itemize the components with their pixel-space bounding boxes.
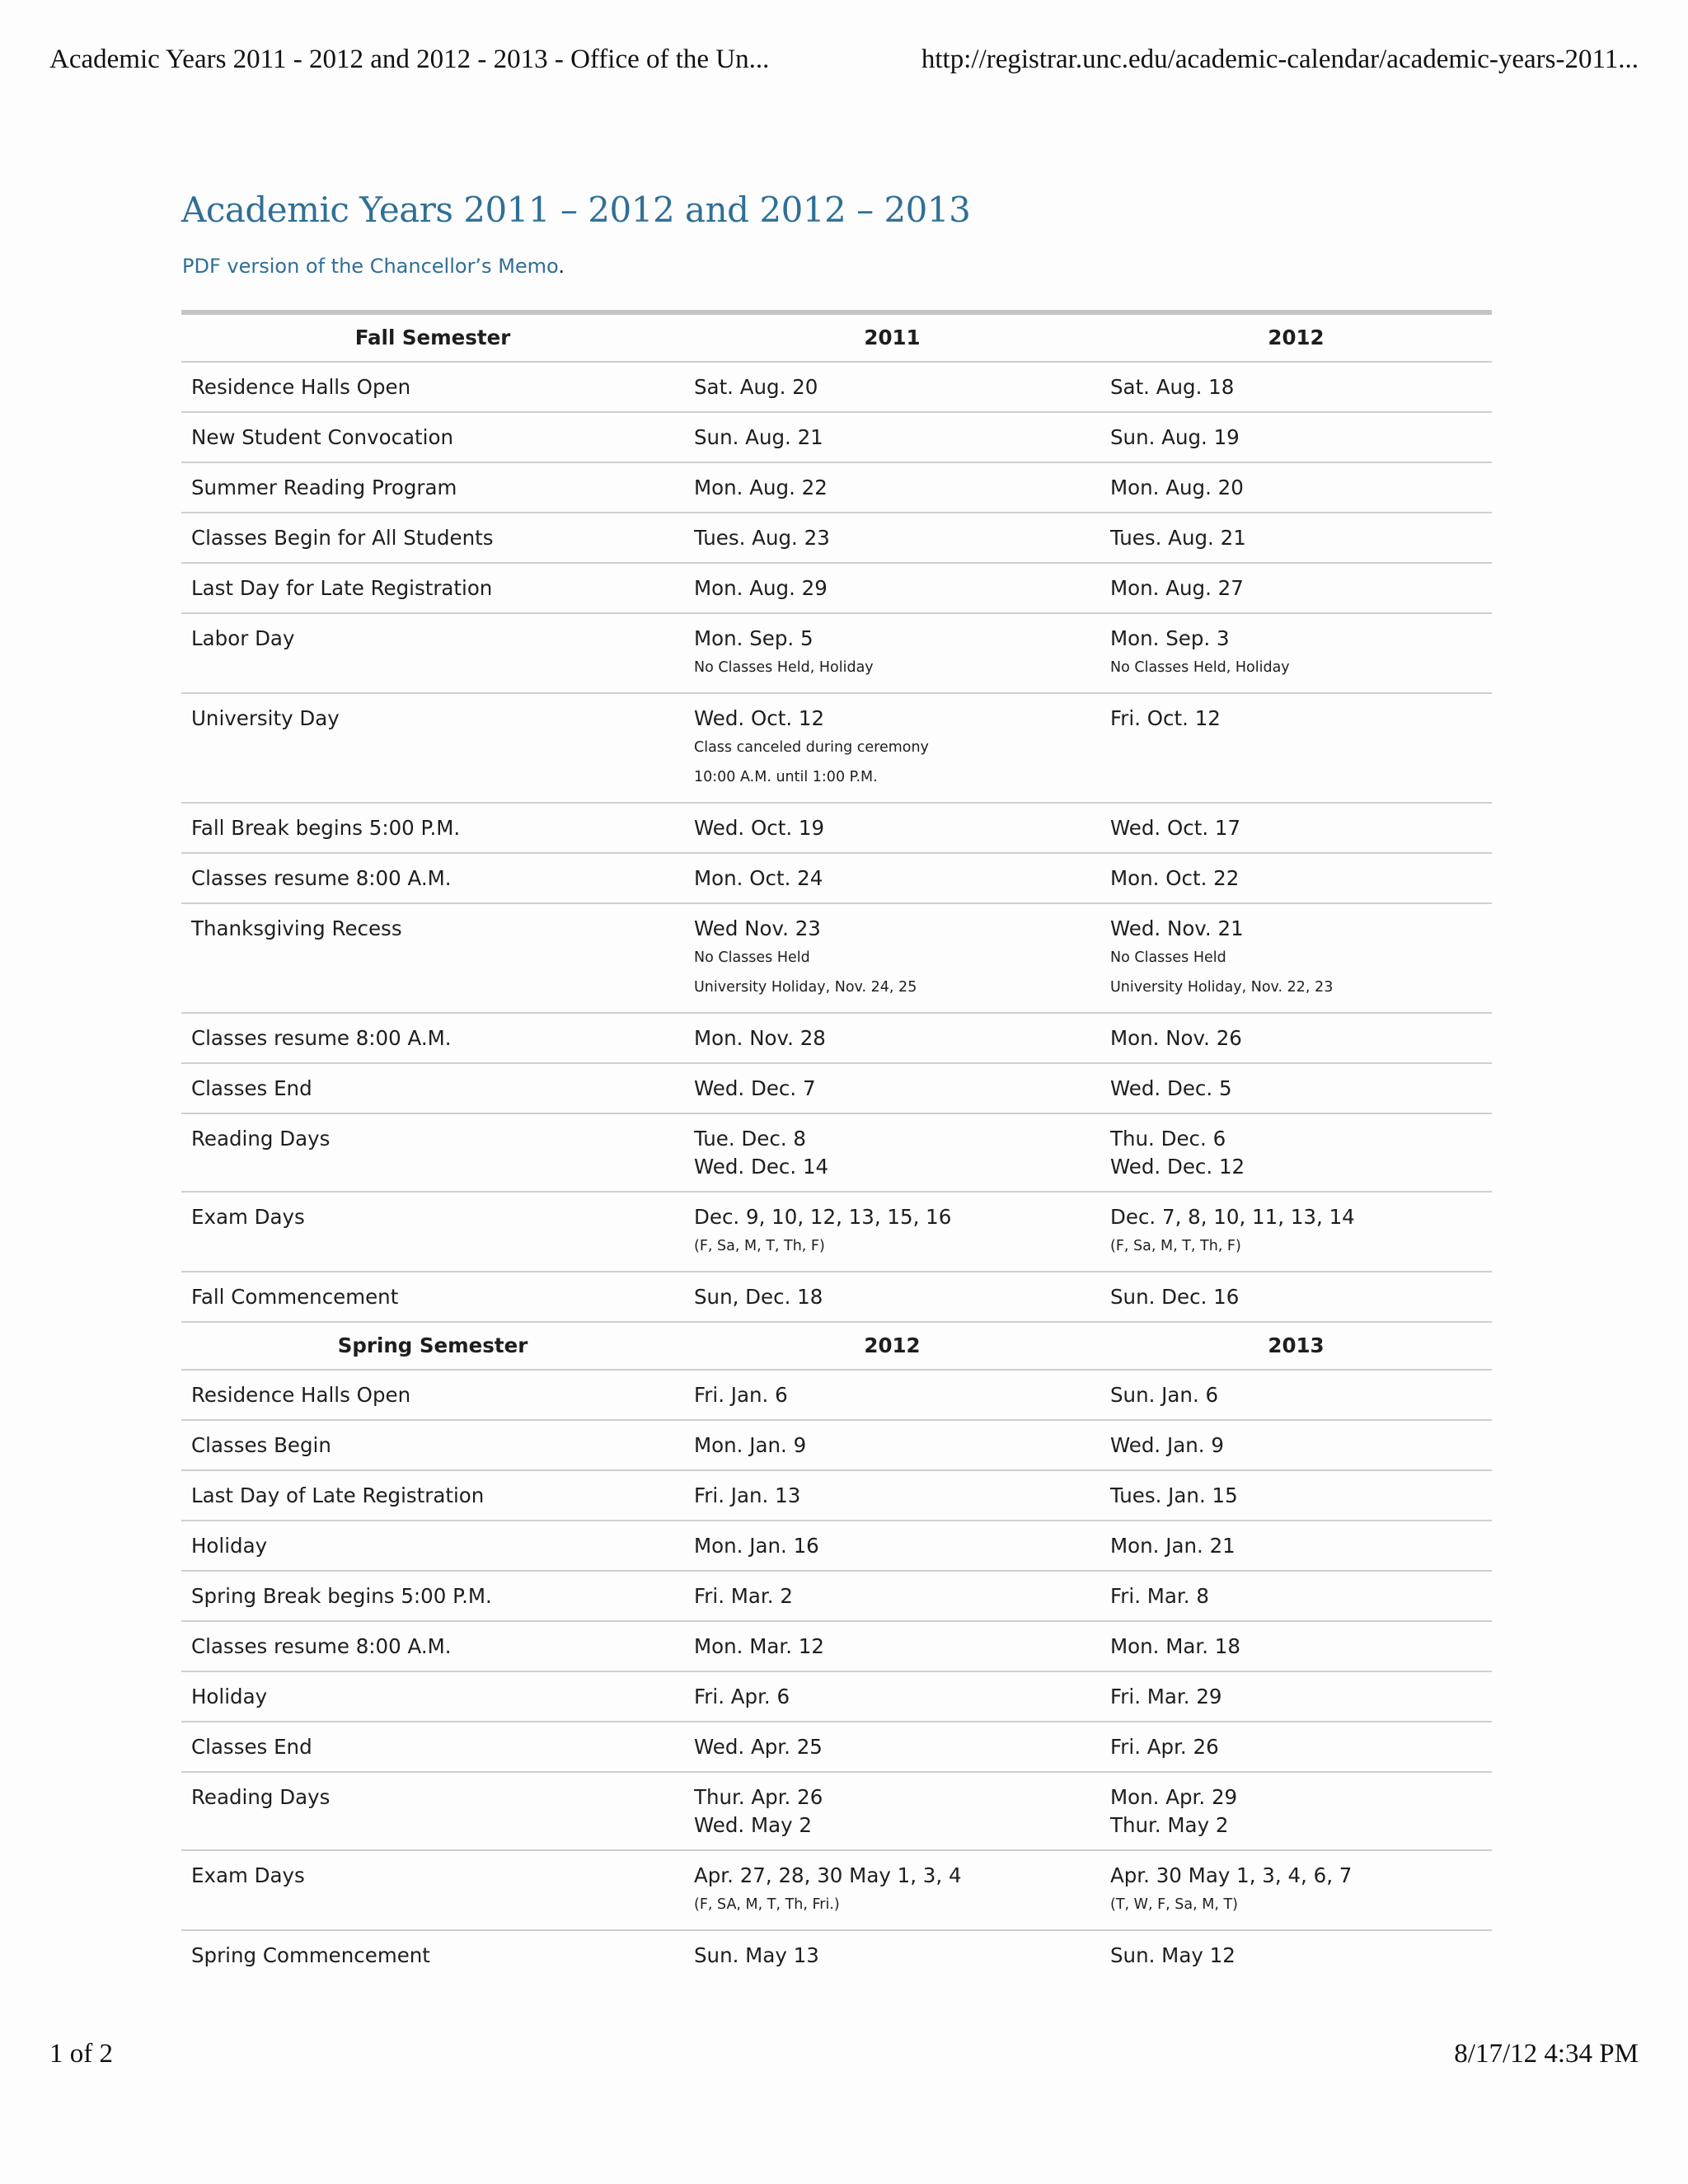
first-year-date-note: (F, Sa, M, T, Th, F) [694,1238,825,1254]
event-name: Holiday [181,1521,684,1571]
second-year-date [1100,1521,1492,1571]
first-year-date-text: Wed. Dec. 7 [694,1076,816,1100]
first-year-date [684,1370,1100,1420]
second-year-date-text: Wed. Oct. 17 [1110,816,1241,840]
first-year-date [684,1063,1100,1113]
table-row [181,1850,1492,1930]
first-year-date-second-date: Wed. May 2 [694,1813,813,1837]
first-year-date [684,613,1100,693]
first-year-date [684,1272,1100,1322]
event-name: Classes Begin for All Students [181,513,684,563]
second-year-date-text: Mon. Oct. 22 [1110,866,1240,890]
table-row [181,563,1492,613]
event-name: Classes End [181,1063,684,1113]
first-year-date-text: Wed Nov. 23 [694,916,821,940]
event-name: Last Day of Late Registration [181,1470,684,1521]
event-name: Exam Days [181,1850,684,1930]
event-name: Fall Commencement [181,1272,684,1322]
second-year-date [1100,613,1492,693]
event-name: Classes End [181,1722,684,1772]
event-name: New Student Convocation [181,412,684,462]
event-name: Classes resume 8:00 A.M. [181,1013,684,1063]
first-year-date-text: Tue. Dec. 8 [694,1127,806,1151]
second-year-date [1100,412,1492,462]
second-year-date-text: Tues. Aug. 21 [1110,526,1246,550]
first-year-date-note: Class canceled during ceremony [694,739,929,756]
second-year-date [1100,693,1492,803]
table-row [181,1621,1492,1671]
first-year-date [684,1192,1100,1272]
table-row [181,903,1492,1013]
first-year-date-text: Tues. Aug. 23 [694,526,830,550]
second-year-date [1100,1621,1492,1671]
second-year-date-second-date: Thur. May 2 [1110,1813,1229,1837]
first-year-date [684,412,1100,462]
second-year-date [1100,1192,1492,1272]
first-year-date [684,1420,1100,1470]
first-year-date [684,1850,1100,1930]
print-footer-page: 1 of 2 [49,2039,113,2069]
first-year-date-text: Sun. May 13 [694,1943,819,1967]
second-year-date-text: Sat. Aug. 18 [1110,375,1235,399]
first-year-date [684,1621,1100,1671]
table-row [181,1063,1492,1113]
second-year-date [1100,362,1492,412]
event-name: Summer Reading Program [181,462,684,513]
second-year-date [1100,1772,1492,1850]
second-year-date-text: Mon. Jan. 21 [1110,1534,1236,1558]
first-year-date [684,1113,1100,1192]
second-year-date [1100,1850,1492,1930]
second-year-date-text: Thu. Dec. 6 [1110,1127,1226,1151]
second-year-date-text: Wed. Jan. 9 [1110,1433,1224,1457]
first-year-date-note: 10:00 A.M. until 1:00 P.M. [694,769,878,785]
event-name: Residence Halls Open [181,362,684,412]
second-year-date-note: University Holiday, Nov. 22, 23 [1110,979,1334,996]
first-year-date-note: University Holiday, Nov. 24, 25 [694,979,917,996]
second-year-date [1100,1113,1492,1192]
first-year-date-text: Mon. Mar. 12 [694,1634,824,1658]
second-year-date [1100,1370,1492,1420]
first-year-date-text: Sun. Aug. 21 [694,425,823,449]
first-year-date-note: No Classes Held, Holiday [694,659,874,676]
second-year-date-text: Apr. 30 May 1, 3, 4, 6, 7 [1110,1863,1353,1887]
first-year-date [684,1470,1100,1521]
first-year-date [684,563,1100,613]
second-year-date [1100,1013,1492,1063]
second-year-date-note: (T, W, F, Sa, M, T) [1110,1896,1238,1913]
event-name: Residence Halls Open [181,1370,684,1420]
table-row [181,513,1492,563]
first-year-date-text: Mon. Aug. 22 [694,476,828,499]
second-year-date-note: (F, Sa, M, T, Th, F) [1110,1238,1241,1254]
first-year-date [684,853,1100,903]
table-row [181,693,1492,803]
table-row [181,1192,1492,1272]
first-year-date-text: Mon. Sep. 5 [694,626,814,650]
second-year-date [1100,1272,1492,1322]
second-year-date-text: Mon. Mar. 18 [1110,1634,1240,1658]
first-year-date [684,1671,1100,1722]
first-year-date-text: Fri. Mar. 2 [694,1584,793,1608]
second-year-date [1100,1722,1492,1772]
second-year-date-text: Sun. May 12 [1110,1943,1236,1967]
first-year-date-text: Mon. Jan. 9 [694,1433,807,1457]
second-year-date-text: Wed. Nov. 21 [1110,916,1244,940]
table-row [181,412,1492,462]
first-year-date-text: Fri. Jan. 13 [694,1483,801,1507]
table-row [181,1113,1492,1192]
event-name: Fall Break begins 5:00 P.M. [181,803,684,853]
second-year-date [1100,1470,1492,1521]
first-year-date-text: Mon. Aug. 29 [694,576,828,600]
first-year-date [684,1521,1100,1571]
table-row [181,853,1492,903]
second-year-date [1100,1063,1492,1113]
second-year-date [1100,462,1492,513]
print-header-title: Academic Years 2011 - 2012 and 2012 - 2013 - Office of the Un... [49,45,770,74]
second-year-date [1100,1671,1492,1722]
table-row [181,462,1492,513]
event-name: Classes resume 8:00 A.M. [181,853,684,903]
second-year-date-note: No Classes Held [1110,949,1226,966]
event-name: Last Day for Late Registration [181,563,684,613]
first-year-date-text: Mon. Jan. 16 [694,1534,819,1558]
event-name: Holiday [181,1671,684,1722]
second-year-date-text: Sun. Jan. 6 [1110,1383,1219,1407]
table-row [181,613,1492,693]
first-year-date [684,1772,1100,1850]
second-year-date [1100,1420,1492,1470]
first-year-date [684,513,1100,563]
first-year-date-text: Apr. 27, 28, 30 May 1, 3, 4 [694,1863,962,1887]
first-year-date [684,1722,1100,1772]
first-year-date [684,362,1100,412]
fall-year-heading: 2012 [1100,312,1492,362]
memo-line [182,255,565,278]
second-year-date-text: Fri. Apr. 26 [1110,1735,1219,1759]
table-row [181,1420,1492,1470]
table-row [181,1722,1492,1772]
second-year-date-text: Fri. Mar. 8 [1110,1584,1209,1608]
second-year-date-second-date: Wed. Dec. 12 [1110,1155,1245,1179]
table-row [181,1571,1492,1621]
academic-calendar-table [181,310,1492,1980]
first-year-date [684,803,1100,853]
second-year-date [1100,803,1492,853]
table-row [181,1930,1492,1980]
second-year-date [1100,513,1492,563]
event-name: Exam Days [181,1192,684,1272]
second-year-date-text: Mon. Apr. 29 [1110,1785,1238,1809]
event-name: Reading Days [181,1772,684,1850]
first-year-date-text: Mon. Nov. 28 [694,1026,826,1050]
first-year-date-text: Fri. Jan. 6 [694,1383,788,1407]
event-name: Thanksgiving Recess [181,903,684,1013]
table-row [181,1013,1492,1063]
first-year-date [684,1013,1100,1063]
fall-header-row [181,312,1492,362]
table-row [181,1272,1492,1322]
first-year-date-text: Sun, Dec. 18 [694,1285,823,1309]
calendar-body [181,312,1492,1980]
chancellor-memo-link[interactable]: PDF version of the Chancellor’s Memo [182,255,559,278]
first-year-date-text: Mon. Oct. 24 [694,866,823,890]
second-year-date-text: Mon. Aug. 20 [1110,476,1244,499]
event-name: Reading Days [181,1113,684,1192]
first-year-date-note: No Classes Held [694,949,810,966]
second-year-date [1100,1930,1492,1980]
second-year-date-text: Fri. Oct. 12 [1110,706,1221,730]
second-year-date-text: Mon. Nov. 26 [1110,1026,1242,1050]
second-year-date-text: Fri. Mar. 29 [1110,1685,1222,1708]
second-year-date-text: Mon. Sep. 3 [1110,626,1230,650]
second-year-date [1100,903,1492,1013]
second-year-date [1100,563,1492,613]
fall-year-heading: 2011 [684,312,1100,362]
first-year-date [684,903,1100,1013]
spring-year-heading: 2013 [1100,1322,1492,1370]
first-year-date [684,1571,1100,1621]
event-name: Spring Commencement [191,1943,430,1967]
first-year-date-text: Wed. Oct. 12 [694,706,825,730]
first-year-date-text: Dec. 9, 10, 12, 13, 15, 16 [694,1205,952,1229]
event-name: Classes Begin [181,1420,684,1470]
second-year-date [1100,1571,1492,1621]
first-year-date-text: Wed. Oct. 19 [694,816,825,840]
second-year-date [1100,853,1492,903]
event-name: Labor Day [181,613,684,693]
second-year-date-text: Tues. Jan. 15 [1110,1483,1238,1507]
table-row [181,1521,1492,1571]
first-year-date [684,693,1100,803]
spring-header-row [181,1322,1492,1370]
first-year-date-text: Wed. Apr. 25 [694,1735,823,1759]
fall-semester-heading: Fall Semester [181,312,684,362]
first-year-date [684,1930,1100,1980]
print-footer-datetime: 8/17/12 4:34 PM [1454,2039,1639,2069]
table-row [181,1470,1492,1521]
first-year-date [684,462,1100,513]
first-year-date-second-date: Wed. Dec. 14 [694,1155,829,1179]
table-row [181,803,1492,853]
page-title: Academic Years 2011 – 2012 and 2012 – 2013 [181,190,971,230]
second-year-date-text: Mon. Aug. 27 [1110,576,1244,600]
spring-year-heading: 2012 [684,1322,1100,1370]
table-row [181,1370,1492,1420]
event-name: Classes resume 8:00 A.M. [181,1621,684,1671]
table-row [181,362,1492,412]
table-row [181,1671,1492,1722]
memo-suffix: . [558,255,565,278]
table-row [181,1772,1492,1850]
print-header-url: http://registrar.unc.edu/academic-calendar/academic-years-2011... [921,45,1639,74]
second-year-date-text: Sun. Dec. 16 [1110,1285,1240,1309]
second-year-date-note: No Classes Held, Holiday [1110,659,1290,676]
event-name: University Day [181,693,684,803]
first-year-date-text: Sat. Aug. 20 [694,375,818,399]
first-year-date-note: (F, SA, M, T, Th, Fri.) [694,1896,840,1913]
second-year-date-text: Dec. 7, 8, 10, 11, 13, 14 [1110,1205,1355,1229]
spring-semester-heading: Spring Semester [181,1322,684,1370]
event-name: Spring Break begins 5:00 P.M. [181,1571,684,1621]
second-year-date-text: Wed. Dec. 5 [1110,1076,1232,1100]
second-year-date-text: Sun. Aug. 19 [1110,425,1240,449]
first-year-date-text: Thur. Apr. 26 [694,1785,823,1809]
first-year-date-text: Fri. Apr. 6 [694,1685,790,1708]
